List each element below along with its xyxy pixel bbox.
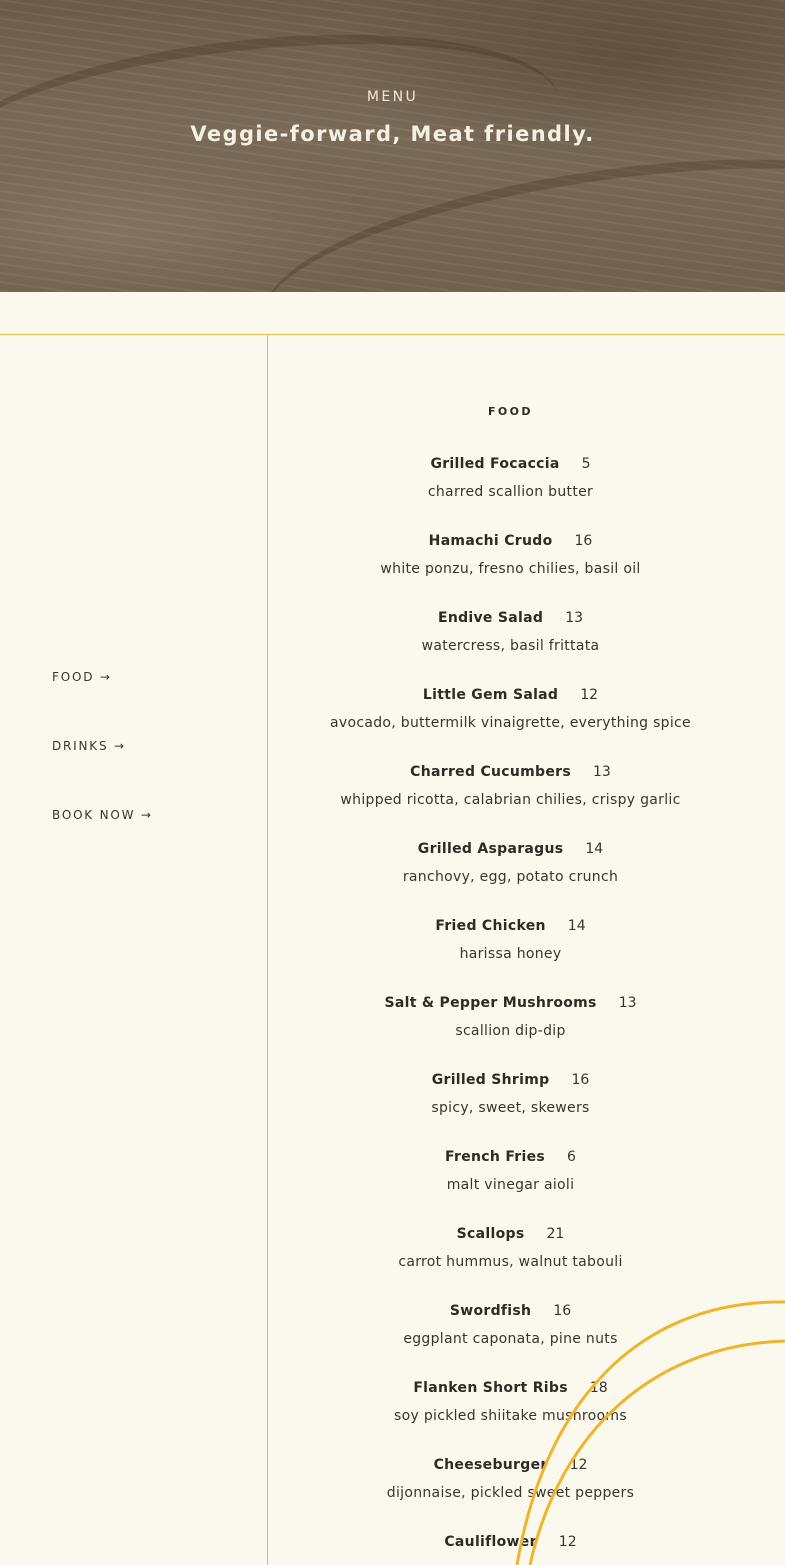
menu-item-price: 5 [581, 456, 591, 472]
menu-item-price: 16 [553, 1303, 572, 1319]
menu-item-description: whipped ricotta, calabrian chilies, crispy garlic [340, 792, 681, 808]
menu-item-name: Grilled Focaccia [430, 456, 560, 472]
menu-item-price: 16 [571, 1072, 590, 1088]
menu-item-name: Scallops [456, 1226, 525, 1242]
hero-eyebrow: MENU [366, 89, 419, 105]
menu-item-description: charred scallion butter [427, 484, 594, 500]
menu-item [268, 685, 753, 745]
menu-item-description: malt vinegar aioli [446, 1177, 575, 1193]
menu-item-name: Charred Cucumbers [410, 764, 571, 780]
menu-item-price: 12 [558, 1534, 577, 1550]
menu-item-price: 13 [565, 610, 584, 626]
menu-item [268, 454, 753, 514]
menu-item-price: 13 [593, 764, 611, 780]
menu-item-description: avocado, buttermilk vinaigrette, everything spice [330, 715, 691, 731]
menu-item-price: 12 [580, 687, 599, 703]
menu-item [268, 916, 753, 976]
menu-item-description: spicy, sweet, skewers [431, 1100, 590, 1116]
menu-item [268, 1301, 753, 1361]
menu-item [268, 993, 753, 1053]
menu-item-description: harissa honey [459, 946, 562, 962]
menu-item [268, 1147, 753, 1207]
menu-item [268, 1378, 753, 1438]
menu-item [268, 839, 753, 899]
menu-item-description: watercress, basil frittata [421, 638, 600, 654]
menu-column [268, 0, 785, 1565]
menu-item-description: eggplant caponata, pine nuts [403, 1331, 618, 1347]
menu-item-name: Grilled Shrimp [431, 1072, 550, 1088]
menu-item-name: Flanken Short Ribs [413, 1380, 568, 1396]
nav-link-drinks[interactable]: DRINKS → [52, 739, 126, 753]
menu-item [268, 531, 753, 591]
menu-item-description: ranchovy, egg, potato crunch [402, 869, 619, 885]
menu-item-name: Grilled Asparagus [417, 841, 564, 857]
menu-item-description: dijonnaise, pickled sweet peppers [386, 1485, 635, 1501]
menu-item-name: Fried Chicken [435, 918, 546, 934]
menu-item-name: French Fries [445, 1149, 546, 1165]
menu-item-description: soy pickled shiitake mushrooms [394, 1408, 627, 1424]
menu-item-name: Salt & Pepper Mushrooms [384, 995, 597, 1011]
menu-item-price: 12 [569, 1457, 588, 1473]
menu-item-price: 21 [546, 1226, 565, 1242]
section-title-food: FOOD [488, 405, 533, 418]
menu-item [268, 1532, 753, 1565]
hero-title: Veggie-forward, Meat friendly. [190, 122, 595, 146]
menu-item-name: Cheeseburger [433, 1457, 548, 1473]
menu-item-price: 16 [574, 533, 593, 549]
menu-item-price: 13 [618, 995, 637, 1011]
menu-item-price: 6 [567, 1149, 576, 1165]
menu-item-price: 18 [589, 1380, 608, 1396]
menu-item [268, 1070, 753, 1130]
menu-item [268, 1455, 753, 1515]
menu-item-name: Cauliflower [444, 1534, 537, 1550]
menu-item-name: Endive Salad [437, 610, 544, 626]
menu-item [268, 1224, 753, 1284]
menu-item-description: white ponzu, fresno chilies, basil oil [380, 561, 641, 577]
menu-item [268, 762, 753, 822]
menu-item-name: Hamachi Crudo [428, 533, 553, 549]
nav-link-book-now[interactable]: BOOK NOW → [52, 808, 153, 822]
menu-item-name: Little Gem Salad [422, 687, 559, 703]
nav-link-food[interactable]: FOOD → [52, 670, 112, 684]
menu-item-description: carrot hummus, walnut tabouli [398, 1254, 623, 1270]
menu-item [268, 608, 753, 668]
menu-item-description: scallion dip-dip [455, 1023, 566, 1039]
menu-item-price: 14 [585, 841, 604, 857]
menu-item-price: 14 [567, 918, 586, 934]
menu-item-name: Swordfish [449, 1303, 532, 1319]
